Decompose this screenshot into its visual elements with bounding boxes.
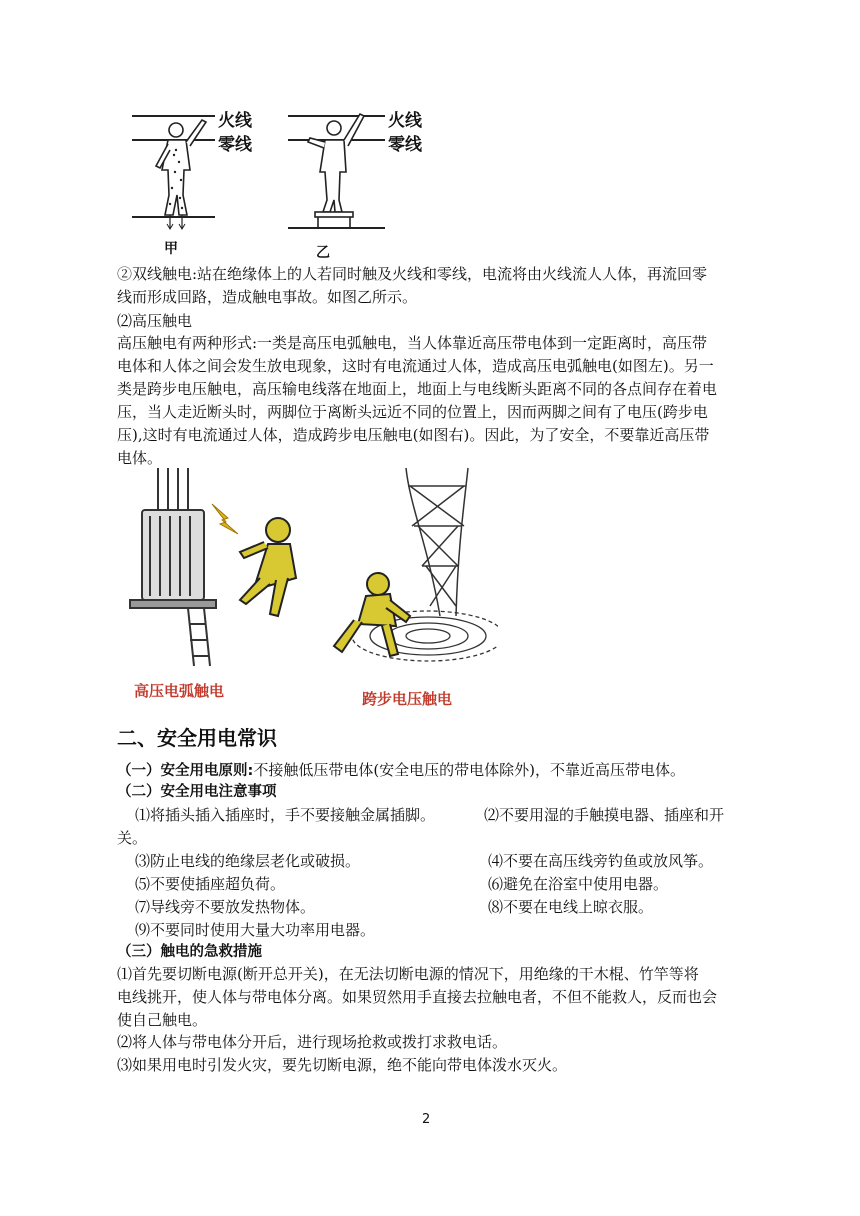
figure-high-voltage: [128, 466, 498, 676]
note-1: ⑴将插头插入插座时，手不要接触金属插脚。: [135, 806, 436, 824]
rescue-step-2: ⑵将人体与带电体分开后，进行现场抢救或拨打求救电话。: [117, 1033, 508, 1051]
neutral-line-label-left: 零线: [218, 135, 252, 155]
note-7: ⑺导线旁不要放发热物体。: [135, 898, 316, 916]
notes-label: （二）安全用电注意事项: [117, 784, 277, 800]
high-voltage-illustration: [128, 466, 498, 676]
note-4: ⑷不要在高压线旁钓鱼或放风筝。: [488, 852, 714, 870]
principle-text: 不接触低压带电体(安全电压的带电体除外)，不靠近高压带电体。: [253, 761, 686, 779]
note-2: ⑵不要用湿的手触摸电器、插座和开: [484, 806, 725, 824]
note-2-continued: 关。: [117, 829, 148, 847]
note-6: ⑹避免在浴室中使用电器。: [488, 875, 669, 893]
rescue-step-1: [117, 963, 737, 1032]
rescue-step-3: ⑶如果用电时引发火灾，要先切断电源，绝不能向带电体泼水灭火。: [117, 1056, 568, 1074]
note-3: ⑶防止电线的绝缘层老化或破损。: [135, 852, 361, 870]
text-line: 压),这时有电流通过人体，造成跨步电压触电(如图右)。因此，为了安全，不要靠近高压带: [117, 426, 710, 444]
text-line: 使自己触电。: [117, 1011, 208, 1029]
text-line: ⑴首先要切断电源(断开总开关)，在无法切断电源的情况下，用绝缘的干木棍、竹竿等将: [117, 965, 699, 983]
fire-line-label-left: 火线: [218, 111, 252, 131]
text-line: ②双线触电:站在绝缘体上的人若同时触及火线和零线，电流将由火线流人人体，再流回零: [117, 265, 708, 283]
paragraph-high-voltage: [117, 332, 737, 470]
note-9: ⑼不要同时使用大量大功率用电器。: [135, 921, 376, 939]
principle-label: （一）安全用电原则:: [117, 763, 254, 779]
principle-line: [117, 760, 685, 781]
section-title-high-voltage: ⑵高压触电: [117, 312, 193, 330]
note-8: ⑻不要在电线上晾衣服。: [488, 898, 654, 916]
figure-caption-yi: 乙: [316, 245, 330, 261]
caption-arc-shock: 高压电弧触电: [134, 682, 225, 700]
note-5: ⑸不要使插座超负荷。: [135, 875, 286, 893]
caption-step-voltage: 跨步电压触电: [362, 690, 453, 708]
text-line: 类是跨步电压触电，高压输电线落在地面上，地面上与电线断头距离不同的各点间存在着电: [117, 380, 718, 398]
text-line: 电体和人体之间会发生放电现象，这时有电流通过人体，造成高压电弧触电(如图左)。另一: [117, 357, 714, 375]
text-line: 压，当人走近断头时，两脚位于离断头远近不同的位置上，因而两脚之间有了电压(跨步电: [117, 403, 708, 421]
rescue-label: （三）触电的急救措施: [117, 944, 262, 960]
section-heading-safety: 二、安全用电常识: [117, 726, 277, 750]
paragraph-double-line: [117, 263, 737, 309]
text-line: 电体。: [117, 449, 163, 467]
figure-caption-jia: 甲: [164, 241, 178, 257]
page-number: 2: [422, 1112, 431, 1127]
fire-line-label-right: 火线: [388, 111, 422, 131]
neutral-line-label-right: 零线: [388, 135, 422, 155]
text-line: 高压触电有两种形式:一类是高压电弧触电，当人体靠近高压带电体到一定距离时，高压带: [117, 334, 708, 352]
text-line: 电线挑开，使人体与带电体分离。如果贸然用手直接去拉触电者，不但不能救人，反而也会: [117, 988, 718, 1006]
text-line: 线而形成回路，造成触电事故。如图乙所示。: [117, 288, 418, 306]
